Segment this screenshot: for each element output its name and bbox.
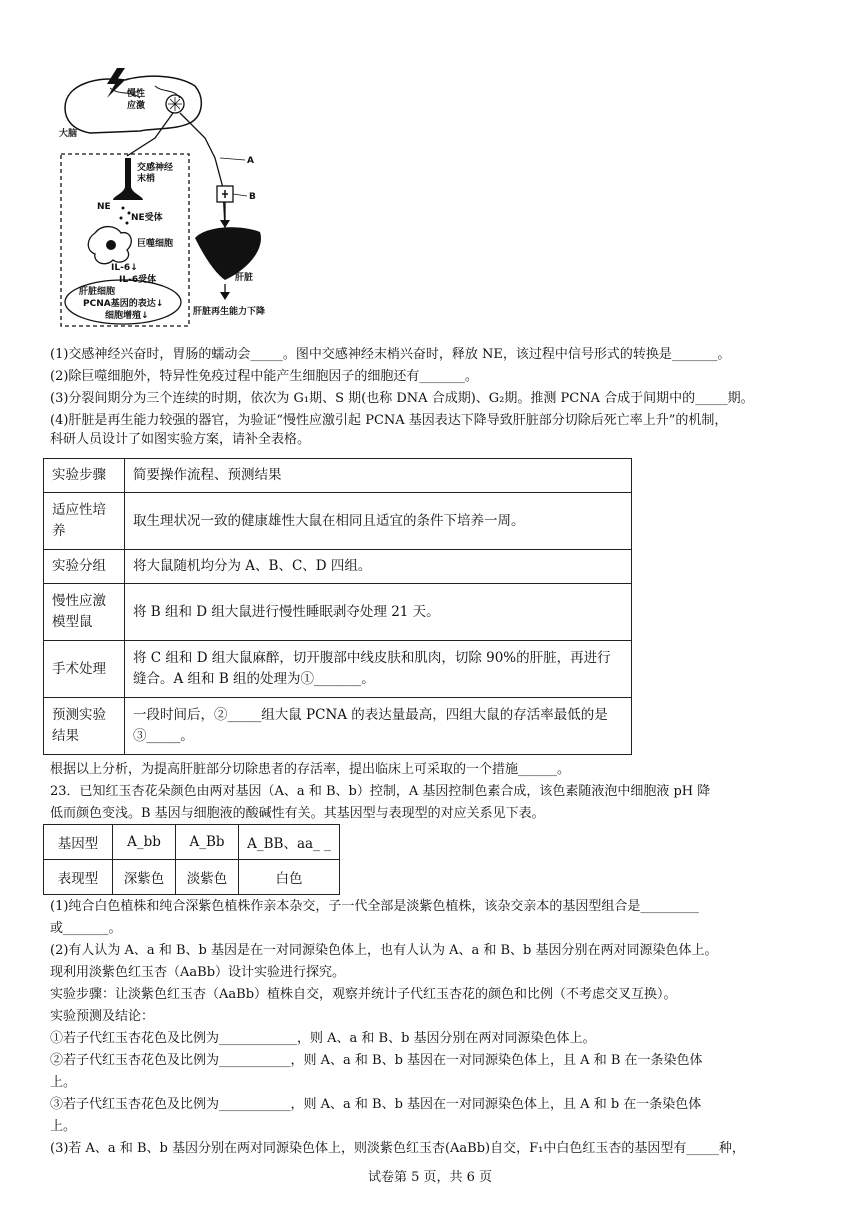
table-cell: 将大鼠随机均分为 A、B、C、D 四组。 [125, 550, 632, 584]
table-cell: A_Bb [176, 825, 239, 860]
label-regen: 肝脏再生能力下降 [193, 307, 266, 317]
q23-intro1: 23．已知红玉杏花朵颜色由两对基因（A、a 和 B、b）控制，A 基因控制色素合成，该色素随液泡中细胞液 pH 降 [50, 784, 711, 799]
q22-after [50, 760, 830, 823]
table-cell: 将 C 组和 D 组大鼠麻醉，切开腹部中线皮肤和肌肉，切除 90%的肝脏，再进行缝合。A 组和 B 组的处理为①_______。 [125, 641, 632, 698]
svg-text:细胞增殖↓: 细胞增殖↓ [105, 311, 149, 321]
page-footer: 试卷第 5 页，共 6 页 [367, 1170, 493, 1185]
label-a: A [247, 156, 254, 166]
q23-r2b: 上。 [50, 1075, 77, 1090]
q23-pred: 实验预测及结论： [50, 1009, 155, 1024]
q23-r1: ①若子代红玉杏花色及比例为____________，则 A、a 和 B、b 基因分别在两对同源染色体上。 [50, 1031, 596, 1046]
q22-p3: (3)分裂间期分为三个连续的时期，依次为 G₁期、S 期(也称 DNA 合成期)、G₂期。推测 PCNA 合成于间期中的_____期。 [50, 391, 754, 406]
label-ne: NE [97, 202, 111, 212]
q23-r2a: ②若子代红玉杏花色及比例为___________，则 A、a 和 B、b 基因在一对同源染色体上，且 A 和 B 在一条染色体 [50, 1053, 703, 1068]
q23-p1a: (1)纯合白色植株和纯合深紫色植株作亲本杂交，子一代全部是淡紫色植株，该杂交亲本的基因型组合是_________ [50, 899, 699, 914]
q23-step: 实验步骤：让淡紫色红玉杏（AaBb）植株自交，观察并统计子代红玉杏花的颜色和比例（不考虑交叉互换）。 [50, 987, 677, 1002]
label-cerebrum: 大脑 [59, 129, 78, 139]
svg-text:交感神经: 交感神经 [137, 163, 174, 173]
svg-text:PCNA基因的表达↓: PCNA基因的表达↓ [83, 299, 164, 309]
q23-r3a: ③若子代红玉杏花色及比例为___________，则 A、a 和 B、b 基因在一对同源染色体上，且 A 和 b 在一条染色体 [50, 1097, 702, 1112]
lightning-icon [107, 68, 125, 98]
table-cell: 将 B 组和 D 组大鼠进行慢性睡眠剥夺处理 21 天。 [125, 584, 632, 641]
table-cell: 慢性应激模型鼠 [44, 584, 125, 641]
q23-p2b: 现利用淡紫色红玉杏（AaBb）设计实验进行探究。 [50, 965, 346, 980]
table-cell: 一段时间后，②_____组大鼠 PCNA 的表达量最高，四组大鼠的存活率最低的是③_____。 [125, 698, 632, 755]
label-macrophage: 巨噬细胞 [137, 239, 174, 249]
q22-p4b: 科研人员设计了如图实验方案，请补全表格。 [50, 432, 311, 447]
table-cell: 适应性培养 [44, 493, 125, 550]
q23-intro2: 低而颜色变浅。B 基因与细胞液的酸碱性有关。其基因型与表现型的对应关系见下表。 [50, 806, 545, 821]
svg-text:慢性: 慢性 [127, 89, 146, 99]
q23-r3b: 上。 [50, 1119, 77, 1134]
q22-p4a: (4)肝脏是再生能力较强的器官，为验证“慢性应激引起 PCNA 基因表达下降导致肝脏部分切除后死亡率上升”的机制， [50, 413, 728, 428]
q23-p1b: 或_______。 [50, 921, 122, 936]
label-liver: 肝脏 [235, 273, 254, 283]
genotype-table [43, 824, 340, 895]
table-cell: 实验分组 [44, 550, 125, 584]
svg-text:应激: 应激 [127, 101, 146, 111]
table-cell: 预测实验结果 [44, 698, 125, 755]
table-cell: A_BB、aa_ _ [239, 825, 340, 860]
table-cell: 手术处理 [44, 641, 125, 698]
table-cell: 白色 [239, 860, 340, 895]
q23-p2a: (2)有人认为 A、a 和 B、b 基因是在一对同源染色体上，也有人认为 A、a 和 B、b 基因分别在两对同源染色体上。 [50, 943, 718, 958]
q22-p1: (1)交感神经兴奋时，胃肠的蠕动会_____。图中交感神经末梢兴奋时，释放 NE，该过程中信号形式的转换是_______。 [50, 347, 731, 362]
table-header: 实验步骤 [44, 459, 125, 493]
table-cell: 基因型 [44, 825, 113, 860]
svg-text:肝脏细胞: 肝脏细胞 [79, 287, 116, 297]
q22-after-text: 根据以上分析，为提高肝脏部分切除患者的存活率，提出临床上可采取的一个措施______。 [50, 762, 571, 777]
label-il6: IL-6↓ [111, 263, 138, 273]
label-il6-receptor: IL-6受体 [119, 275, 157, 285]
regulation-diagram [55, 68, 305, 330]
q23-p3: (3)若 A、a 和 B、b 基因分别在两对同源染色体上，则淡紫色红玉杏(AaBb)自交，F₁中白色红玉杏的基因型有_____种， [50, 1141, 745, 1156]
svg-text:末梢: 末梢 [137, 174, 156, 184]
q23-text [50, 897, 830, 1158]
q22-text [50, 345, 830, 449]
table-header: 简要操作流程、预测结果 [125, 459, 632, 493]
label-b: B [249, 192, 256, 202]
table-cell: 表现型 [44, 860, 113, 895]
label-ne-receptor: NE受体 [131, 213, 163, 223]
experiment-table [43, 458, 632, 755]
table-cell: 取生理状况一致的健康雄性大鼠在相同且适宜的条件下培养一周。 [125, 493, 632, 550]
q22-p2: (2)除巨噬细胞外，特异性免疫过程中能产生细胞因子的细胞还有_______。 [50, 369, 478, 384]
table-cell: 淡紫色 [176, 860, 239, 895]
table-cell: 深紫色 [113, 860, 176, 895]
table-cell: A_bb [113, 825, 176, 860]
